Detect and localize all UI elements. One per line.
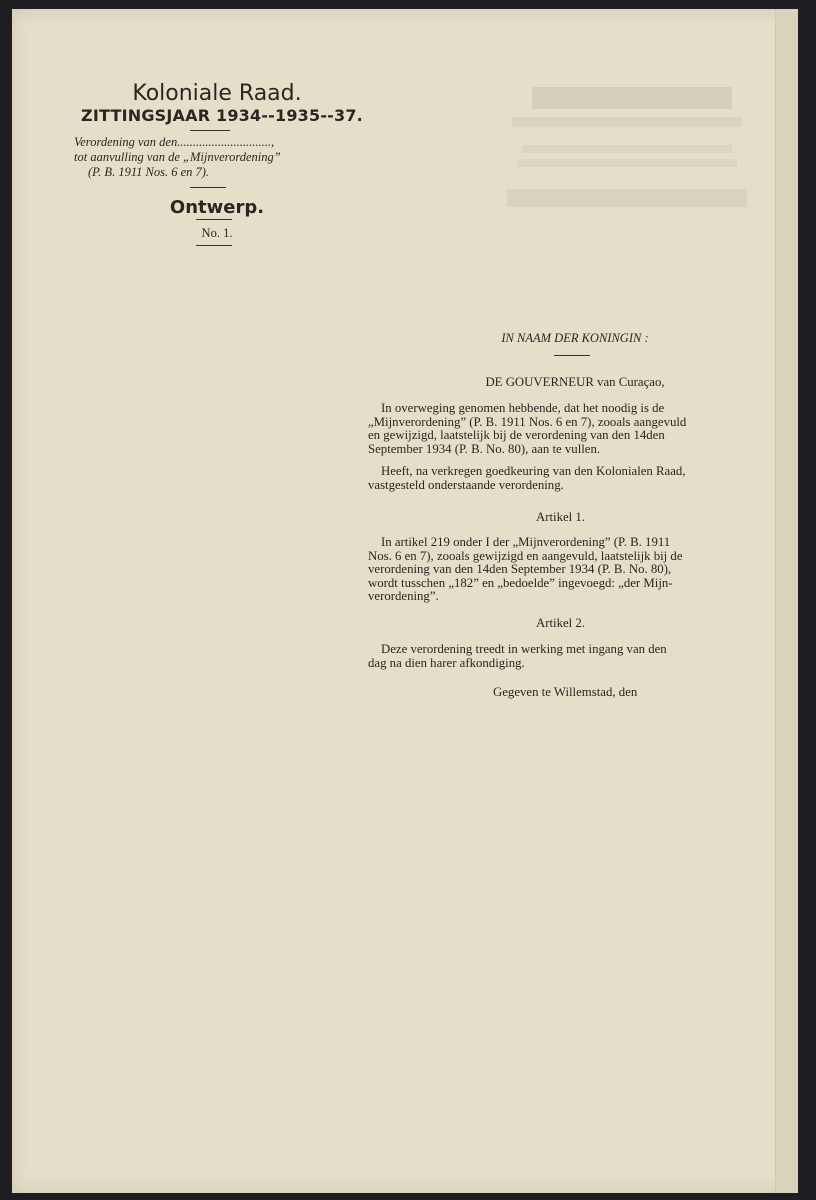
article-1-line-2: Nos. 6 en 7), zooals gewijzigd en aangevuld, laatstelijk bij de (368, 548, 683, 563)
document-number: No. 1. (201, 226, 233, 240)
considering-paragraph (368, 402, 753, 456)
article-2-text (368, 643, 753, 670)
article-2-line-2: dag na dien harer afkondiging. (368, 655, 525, 670)
page-edge (775, 9, 798, 1193)
considering-line-1: In overweging genomen hebbende, dat het noodig is de (381, 401, 665, 415)
article-1-line-1: In artikel 219 onder I der „Mijnverordening” (P. B. 1911 (381, 535, 671, 549)
draft-label: Ontwerp. (169, 197, 265, 218)
session-year: ZITTINGSJAAR 1934--1935--37. (81, 106, 363, 125)
closing-line: Gegeven te Willemstad, den (493, 685, 638, 699)
article-1-line-4: wordt tusschen „182” en „bedoelde” ingevoegd: „der Mijn- (368, 575, 673, 590)
subject-block (74, 135, 349, 180)
subject-line-2: tot aanvulling van de „Mijnverordening” (74, 150, 281, 164)
council-title: Koloniale Raad. (132, 81, 302, 106)
article-2-heading: Artikel 2. (535, 616, 586, 630)
article-1-line-3: verordening van den 14den September 1934 (P. B. No. 80), (368, 562, 672, 576)
issuer: DE GOUVERNEUR van Curaçao, (485, 375, 665, 389)
approval-line-2: vastgesteld onderstaande verordening. (368, 477, 564, 492)
article-1-heading: Artikel 1. (535, 510, 586, 524)
divider (190, 130, 230, 131)
divider (554, 355, 590, 356)
invocation: IN NAAM DER KONINGIN : (501, 331, 649, 345)
article-1-text (368, 536, 753, 604)
divider (190, 187, 226, 188)
divider (196, 245, 232, 246)
considering-line-2: „Mijnverordening” (P. B. 1911 Nos. 6 en 7), zooals aangevuld (368, 414, 687, 429)
show-through-decoration (502, 87, 752, 217)
article-1-line-5: verordening”. (368, 589, 439, 603)
subject-line-3: (P. B. 1911 Nos. 6 en 7). (88, 165, 210, 179)
considering-line-4: September 1934 (P. B. No. 80), aan te vullen. (368, 441, 601, 456)
considering-line-3: en gewijzigd, laatstelijk bij de verordening van den 14den (368, 428, 665, 442)
approval-paragraph (368, 465, 753, 492)
document-page (12, 9, 798, 1193)
divider (196, 219, 232, 220)
subject-line-1: Verordening van den.............................., (74, 135, 275, 149)
article-2-line-1: Deze verordening treedt in werking met ingang van den (381, 642, 667, 656)
approval-line-1: Heeft, na verkregen goedkeuring van den Kolonialen Raad, (381, 464, 686, 478)
